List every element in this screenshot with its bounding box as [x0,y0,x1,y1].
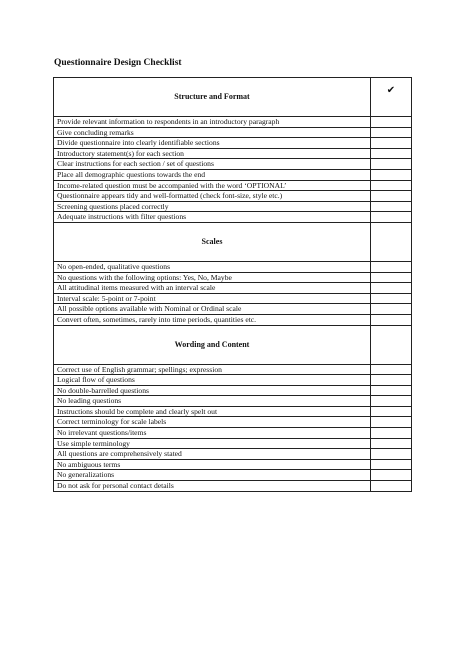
check-cell[interactable] [371,417,412,428]
checklist-item: Correct terminology for scale labels [54,417,371,428]
check-cell[interactable] [371,406,412,417]
checklist-row [54,481,412,492]
checklist-table [53,77,412,492]
check-cell[interactable] [371,138,412,149]
checklist-row [54,212,412,223]
checklist-item: No irrelevant questions/items [54,428,371,439]
checklist-row [54,180,412,191]
checklist-row [54,283,412,294]
check-cell[interactable] [371,304,412,315]
check-cell[interactable] [371,438,412,449]
checklist-row [54,138,412,149]
checklist-item: No open-ended, qualitative questions [54,261,371,272]
checklist-item: Instructions should be complete and clearly spelt out [54,406,371,417]
checklist-item: Screening questions placed correctly [54,201,371,212]
checklist-item: Place all demographic questions towards the end [54,169,371,180]
checklist-row [54,385,412,396]
section-heading: Structure and Format [54,78,371,117]
checklist-row [54,406,412,417]
checklist-item: Income-related question must be accompanied with the word ‘OPTIONAL’ [54,180,371,191]
checklist-item: Introductory statement(s) for each section [54,148,371,159]
check-cell[interactable] [371,470,412,481]
check-cell[interactable] [371,283,412,294]
checklist-item: Divide questionnaire into clearly identifiable sections [54,138,371,149]
check-cell[interactable] [371,261,412,272]
check-cell[interactable] [371,180,412,191]
checklist-item: No questions with the following options: Yes, No, Maybe [54,272,371,283]
checklist-row [54,272,412,283]
checklist-item: Give concluding remarks [54,127,371,138]
check-cell[interactable] [371,191,412,202]
checklist-item: All questions are comprehensively stated [54,449,371,460]
checklist-item: Adequate instructions with filter questions [54,212,371,223]
checklist-item: No leading questions [54,396,371,407]
check-cell [371,325,412,364]
checklist-item: Logical flow of questions [54,375,371,386]
checklist-item: Do not ask for personal contact details [54,481,371,492]
checklist-row [54,396,412,407]
check-cell[interactable] [371,364,412,375]
checklist-row [54,117,412,128]
checklist-item: No generalizations [54,470,371,481]
checklist-item: No double-barrelled questions [54,385,371,396]
checklist-item: Interval scale: 5-point or 7-point [54,293,371,304]
check-cell[interactable] [371,169,412,180]
checklist-item: Correct use of English grammar; spellings; expression [54,364,371,375]
check-cell[interactable] [371,385,412,396]
checklist-item: No ambiguous terms [54,459,371,470]
checklist-item: Provide relevant information to respondents in an introductory paragraph [54,117,371,128]
check-cell [371,222,412,261]
check-cell[interactable] [371,117,412,128]
checklist-row [54,417,412,428]
checklist-item: Use simple terminology [54,438,371,449]
check-cell[interactable] [371,293,412,304]
checklist-row [54,375,412,386]
section-heading: Scales [54,222,371,261]
section-header-row [54,222,412,261]
checklist-row [54,459,412,470]
checklist-item: Questionnaire appears tidy and well-formatted (check font-size, style etc.) [54,191,371,202]
check-cell[interactable] [371,375,412,386]
checklist-row [54,304,412,315]
check-cell[interactable] [371,201,412,212]
document-title: Questionnaire Design Checklist [54,58,182,68]
checklist-row [54,127,412,138]
section-heading: Wording and Content [54,325,371,364]
checklist-item: Convert often, sometimes, rarely into time periods, quantities etc. [54,314,371,325]
checklist-row [54,191,412,202]
checklist-row [54,169,412,180]
checklist-row [54,438,412,449]
check-cell[interactable] [371,212,412,223]
checklist-row [54,364,412,375]
checklist-row [54,148,412,159]
check-cell[interactable] [371,396,412,407]
check-cell[interactable] [371,272,412,283]
checklist-row [54,449,412,460]
checklist-row [54,314,412,325]
checklist-row [54,428,412,439]
checkmark-header-icon: ✔ [371,78,412,117]
section-header-row [54,78,412,117]
check-cell[interactable] [371,428,412,439]
check-cell[interactable] [371,127,412,138]
checklist-row [54,470,412,481]
check-cell[interactable] [371,459,412,470]
check-cell[interactable] [371,481,412,492]
check-cell[interactable] [371,314,412,325]
check-cell[interactable] [371,148,412,159]
checklist-row [54,201,412,212]
checklist-item: All possible options available with Nominal or Ordinal scale [54,304,371,315]
check-cell[interactable] [371,159,412,170]
check-cell[interactable] [371,449,412,460]
checklist-body [54,78,412,492]
checklist-row [54,293,412,304]
checklist-row [54,159,412,170]
section-header-row [54,325,412,364]
checklist-item: All attitudinal items measured with an interval scale [54,283,371,294]
checklist-row [54,261,412,272]
checklist-item: Clear instructions for each section / set of questions [54,159,371,170]
